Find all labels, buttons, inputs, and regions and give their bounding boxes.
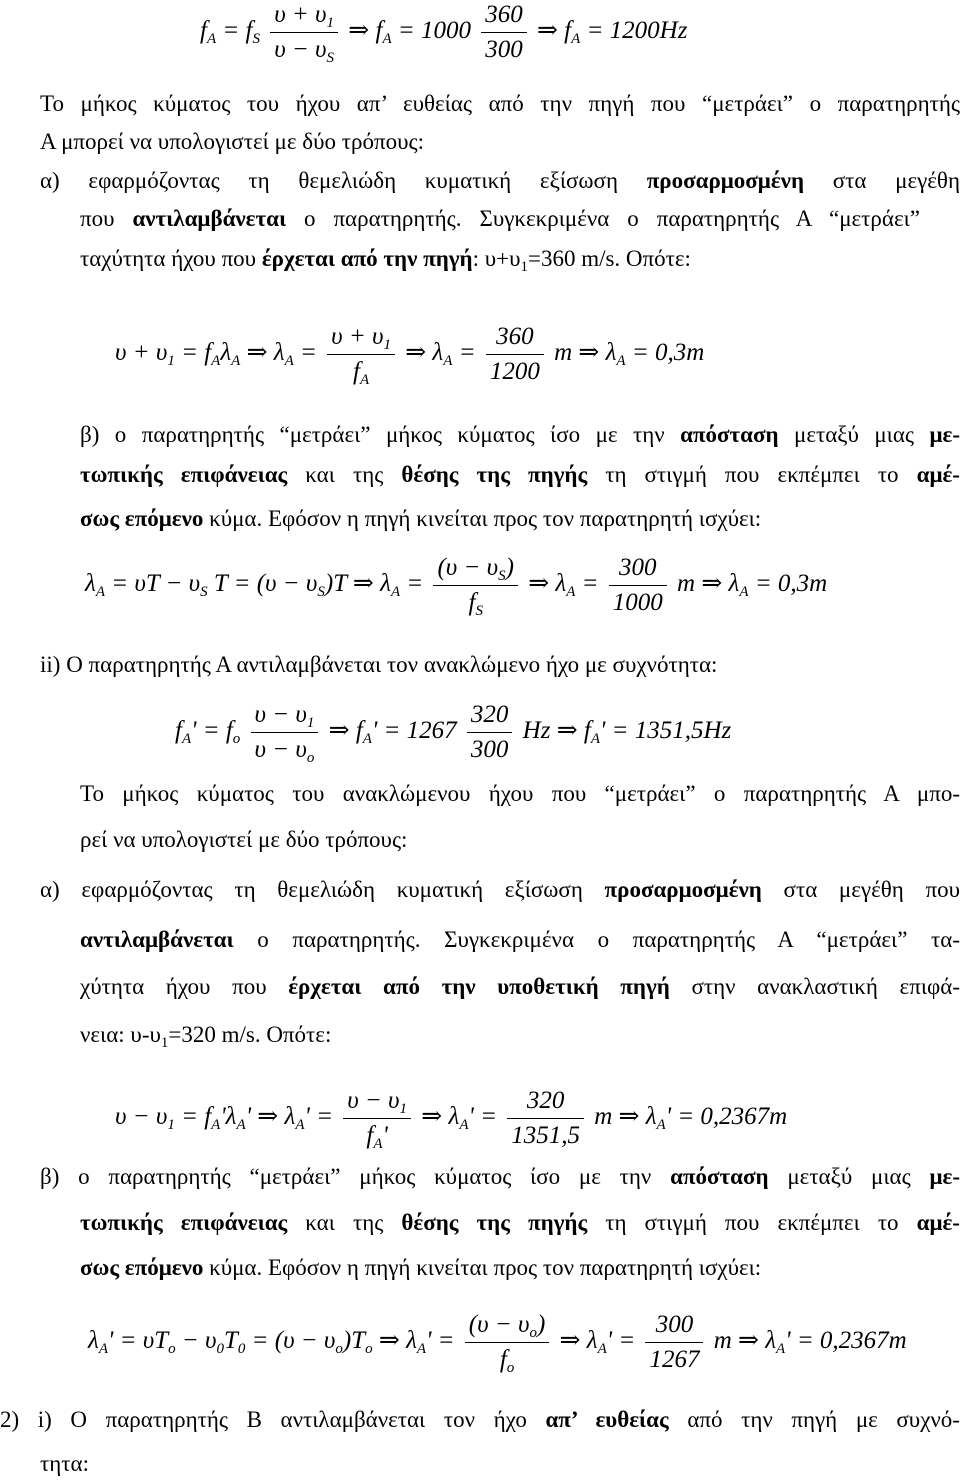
eq-denominator: 300 bbox=[485, 36, 523, 63]
text-span: χύτητα ήχου που bbox=[80, 974, 289, 999]
text-span: νεια: υ-υ bbox=[80, 1022, 161, 1047]
eq-subscript: Α bbox=[459, 1117, 469, 1134]
eq-term: ' = f bbox=[191, 717, 233, 745]
eq-term: ' = υT bbox=[108, 1327, 169, 1355]
bold-text: τωπικής επιφάνειας bbox=[80, 462, 288, 487]
eq-term: υ − υ bbox=[115, 1103, 168, 1131]
eq-denominator: ' bbox=[382, 1122, 388, 1149]
equation-wavelength-distance bbox=[85, 553, 827, 618]
eq-term: ⇒ f bbox=[348, 17, 383, 45]
eq-term: )T ⇒ λ bbox=[324, 570, 391, 598]
eq-denominator: f bbox=[499, 1346, 507, 1373]
eq-denominator: 1267 bbox=[649, 1346, 700, 1373]
text-line bbox=[80, 205, 920, 233]
eq-subscript: Α bbox=[656, 1117, 666, 1134]
subscript: 1 bbox=[520, 259, 528, 275]
eq-subscript: o bbox=[529, 1325, 537, 1341]
eq-numerator: 300 bbox=[609, 553, 667, 586]
eq-denominator: f bbox=[468, 589, 476, 616]
eq-denominator: υ − υ bbox=[254, 736, 307, 763]
eq-denominator: f bbox=[366, 1122, 374, 1149]
eq-subscript: Α bbox=[566, 584, 576, 601]
eq-subscript: S bbox=[498, 568, 506, 584]
eq-numerator: ) bbox=[505, 554, 514, 581]
eq-term: ' = 1267 bbox=[371, 717, 457, 745]
bold-text: αντιλαμβάνεται bbox=[80, 927, 234, 952]
eq-subscript: 0 bbox=[216, 1341, 224, 1358]
eq-subscript: o bbox=[168, 1341, 176, 1358]
text-span: τητα: bbox=[40, 1451, 89, 1476]
text-span: ii) Ο παρατηρητής Α αντιλαμβάνεται τον ανακλώμενο ήχο με συχνότητα: bbox=[40, 652, 718, 677]
eq-term: = 1200Hz bbox=[586, 17, 688, 45]
eq-fraction bbox=[645, 1310, 703, 1375]
text-span: τη στιγμή που εκπέμπει το bbox=[587, 462, 917, 487]
eq-subscript: S bbox=[200, 584, 208, 601]
eq-denominator: υ − υ bbox=[274, 36, 327, 63]
text-span: από την πηγή με συχνό- bbox=[668, 1407, 960, 1432]
eq-term: ' = bbox=[426, 1327, 455, 1355]
eq-subscript: Α bbox=[616, 353, 626, 370]
eq-subscript: S bbox=[252, 31, 260, 48]
eq-subscript: 1 bbox=[167, 1117, 175, 1134]
text-line bbox=[0, 1406, 960, 1434]
eq-subscript: A bbox=[382, 31, 392, 48]
eq-term: = bbox=[458, 339, 476, 367]
eq-term: ' = 0,2367m bbox=[785, 1327, 907, 1355]
eq-numerator: (υ − υ bbox=[437, 554, 499, 581]
eq-numerator: 360 bbox=[486, 322, 544, 355]
eq-term: ⇒ λ bbox=[559, 1327, 598, 1355]
bold-text: αντιλαμβάνεται bbox=[132, 206, 287, 231]
eq-denominator: 1351,5 bbox=[511, 1122, 580, 1149]
eq-term: ⇒ f bbox=[328, 717, 363, 745]
eq-subscript: Α bbox=[373, 1136, 383, 1152]
text-span: στα μεγέθη που bbox=[761, 877, 960, 902]
text-line bbox=[40, 1163, 960, 1191]
eq-term: Hz ⇒ f bbox=[522, 717, 591, 745]
bold-text: έρχεται από την υποθετική πηγή bbox=[288, 974, 670, 999]
bold-text: με- bbox=[929, 422, 960, 447]
eq-subscript: Α bbox=[597, 1341, 607, 1358]
text-span: =360 m/s. Οπότε: bbox=[527, 246, 691, 271]
text-line bbox=[40, 1450, 89, 1478]
eq-term: ⇒ λ bbox=[528, 570, 567, 598]
eq-term: = 0,3m bbox=[754, 570, 828, 598]
eq-numerator: 360 bbox=[481, 0, 527, 33]
eq-term: = f bbox=[222, 17, 253, 45]
eq-denominator: f bbox=[353, 358, 360, 385]
eq-numerator: 300 bbox=[645, 1310, 703, 1343]
eq-fraction bbox=[507, 1086, 584, 1151]
eq-numerator: υ − υ bbox=[254, 701, 307, 728]
eq-term: = (υ − υ bbox=[251, 1327, 336, 1355]
eq-term: = 0,3m bbox=[631, 339, 705, 367]
bold-text: προσαρμοσμένη bbox=[604, 877, 762, 902]
eq-subscript: 1 bbox=[399, 1101, 408, 1117]
eq-term: ⇒ λ bbox=[378, 1327, 417, 1355]
text-span: β) ο παρατηρητής “μετράει” μήκος κύματος ίσο με την bbox=[40, 1164, 671, 1189]
text-line bbox=[80, 245, 691, 273]
eq-subscript: o bbox=[365, 1341, 373, 1358]
eq-numerator: υ + υ bbox=[274, 1, 327, 28]
eq-term: f bbox=[200, 17, 207, 45]
bold-text: θέσης της πηγής bbox=[401, 1210, 588, 1235]
text-span: α) εφαρμόζοντας τη θεμελιώδη κυματική εξίσωση bbox=[40, 877, 605, 902]
text-span: ο παρατηρητής. Συγκεκριμένα ο παρατηρητής Α “μετράει” τα- bbox=[233, 927, 960, 952]
text-line bbox=[80, 1209, 960, 1237]
text-span: =320 m/s. Οπότε: bbox=[168, 1022, 332, 1047]
eq-subscript: o bbox=[506, 1360, 515, 1376]
eq-fraction bbox=[270, 0, 338, 65]
eq-subscript: Α bbox=[211, 1117, 221, 1134]
eq-subscript: 1 bbox=[326, 15, 335, 31]
eq-subscript: Α bbox=[443, 353, 453, 370]
eq-term: m ⇒ λ bbox=[554, 339, 617, 367]
text-span: 2) i) Ο παρατηρητής Β αντιλαμβάνεται τον ήχο bbox=[0, 1407, 546, 1432]
eq-subscript: Α bbox=[362, 731, 372, 748]
eq-term: f bbox=[175, 717, 182, 745]
eq-subscript: S bbox=[317, 584, 325, 601]
text-line bbox=[80, 826, 407, 854]
text-span: στα μεγέθη bbox=[804, 168, 960, 193]
text-line bbox=[40, 651, 717, 679]
text-span: ταχύτητα ήχου που bbox=[80, 246, 262, 271]
eq-subscript: Α bbox=[295, 1117, 305, 1134]
text-span: β) ο παρατηρητής “μετράει” μήκος κύματος ίσο με την bbox=[80, 422, 681, 447]
eq-term: λ bbox=[85, 570, 96, 598]
eq-subscript: 1 bbox=[306, 715, 315, 731]
eq-fraction bbox=[465, 1310, 549, 1375]
eq-term: = bbox=[300, 339, 317, 367]
eq-subscript: 0 bbox=[237, 1341, 246, 1358]
text-line bbox=[80, 1021, 331, 1049]
eq-subscript: S bbox=[326, 50, 335, 66]
bold-text: απόσταση bbox=[680, 422, 779, 447]
eq-denominator: 1000 bbox=[612, 589, 663, 616]
eq-subscript: Α bbox=[98, 1341, 108, 1358]
bold-text: με- bbox=[929, 1164, 960, 1189]
eq-term: = υT − υ bbox=[111, 570, 201, 598]
eq-subscript: Α bbox=[776, 1341, 786, 1358]
text-line bbox=[80, 926, 960, 954]
eq-fraction bbox=[251, 700, 319, 765]
eq-term: ' = bbox=[304, 1103, 333, 1131]
text-line bbox=[80, 461, 960, 489]
text-line bbox=[40, 90, 960, 118]
bold-text: έρχεται από την πηγή bbox=[261, 246, 473, 271]
eq-subscript: 1 bbox=[167, 353, 175, 370]
eq-term: ' = 1351,5Hz bbox=[600, 717, 732, 745]
eq-denominator: 300 bbox=[470, 736, 509, 763]
eq-term: ⇒ λ bbox=[421, 1103, 460, 1131]
eq-term: m ⇒ λ bbox=[713, 1327, 777, 1355]
eq-numerator: υ − υ bbox=[347, 1087, 400, 1114]
eq-term: = bbox=[406, 570, 424, 598]
eq-term: ' = bbox=[468, 1103, 497, 1131]
eq-fraction bbox=[481, 0, 527, 65]
bold-text: αμέ- bbox=[916, 1210, 960, 1235]
text-span: και της bbox=[287, 462, 402, 487]
eq-subscript: o bbox=[335, 1341, 343, 1358]
bold-text: σως επόμενο bbox=[80, 506, 204, 531]
subscript: 1 bbox=[160, 1035, 169, 1051]
eq-term: υ + υ bbox=[115, 339, 168, 367]
bold-text: αμέ- bbox=[916, 462, 960, 487]
eq-term: = bbox=[581, 570, 599, 598]
text-line bbox=[40, 876, 960, 904]
eq-term: λ bbox=[220, 339, 232, 367]
eq-fraction bbox=[433, 553, 517, 618]
eq-numerator: (υ − υ bbox=[468, 1311, 530, 1338]
text-span: Το μήκος κύματος του ανακλώμενου ήχου που “μετράει” ο παρατηρητής Α μπο- bbox=[80, 781, 960, 806]
eq-subscript: Α bbox=[95, 584, 105, 601]
text-line bbox=[80, 780, 960, 808]
eq-fraction bbox=[327, 322, 395, 387]
text-line bbox=[80, 1254, 761, 1282]
eq-term: 'λ bbox=[220, 1103, 237, 1131]
eq-denominator: 1200 bbox=[489, 358, 540, 385]
eq-numerator: 320 bbox=[467, 700, 513, 733]
equation-doppler-reflected bbox=[175, 700, 731, 765]
eq-fraction bbox=[343, 1086, 411, 1151]
eq-subscript: o bbox=[306, 750, 315, 766]
eq-subscript: Α bbox=[284, 353, 294, 370]
text-line bbox=[80, 505, 761, 533]
eq-term: ' = 0,2367m bbox=[665, 1103, 788, 1131]
eq-term: )T bbox=[342, 1327, 366, 1355]
eq-subscript: Α bbox=[739, 584, 749, 601]
eq-subscript: A bbox=[571, 31, 581, 48]
eq-term: m ⇒ λ bbox=[677, 570, 740, 598]
eq-subscript: S bbox=[475, 603, 483, 619]
text-span: α) εφαρμόζοντας τη θεμελιώδη κυματική εξίσωση bbox=[40, 168, 647, 193]
eq-term: ' ⇒ λ bbox=[245, 1103, 296, 1131]
equation-doppler-direct bbox=[200, 0, 687, 65]
eq-fraction bbox=[467, 700, 513, 765]
text-span: Το μήκος κύματος του ήχου απ’ ευθείας από την πηγή που “μετράει” ο παρατηρητής bbox=[40, 91, 960, 116]
eq-numerator: 320 bbox=[507, 1086, 584, 1119]
eq-subscript: o bbox=[232, 731, 241, 748]
eq-term: ⇒ λ bbox=[405, 339, 444, 367]
eq-term: ⇒ f bbox=[536, 17, 572, 45]
bold-text: προσαρμοσμένη bbox=[646, 168, 805, 193]
text-span: μεταξύ μιας bbox=[768, 1164, 930, 1189]
eq-term: = 1000 bbox=[397, 17, 471, 45]
eq-term: T bbox=[223, 1327, 238, 1355]
eq-term: ⇒ λ bbox=[246, 339, 285, 367]
eq-numerator: ) bbox=[536, 1311, 546, 1338]
text-line bbox=[80, 421, 960, 449]
eq-term: ' = bbox=[606, 1327, 636, 1355]
bold-text: απ’ ευθείας bbox=[545, 1407, 669, 1432]
text-span: και της bbox=[287, 1210, 402, 1235]
eq-subscript: Α bbox=[390, 584, 401, 601]
eq-subscript: Α bbox=[236, 1117, 246, 1134]
equation-wavelength-reflected-distance bbox=[88, 1310, 907, 1375]
bold-text: απόσταση bbox=[670, 1164, 769, 1189]
eq-subscript: Α bbox=[231, 353, 241, 370]
equation-wavelength-reflected bbox=[115, 1086, 787, 1151]
eq-term: λ bbox=[88, 1327, 99, 1355]
eq-subscript: Α bbox=[590, 731, 601, 748]
eq-fraction bbox=[486, 322, 544, 387]
eq-term: = f bbox=[181, 1103, 212, 1131]
eq-term: m ⇒ λ bbox=[594, 1103, 657, 1131]
eq-term: = f bbox=[181, 339, 212, 367]
text-span: : υ+υ bbox=[472, 246, 521, 271]
bold-text: θέσης της πηγής bbox=[401, 462, 588, 487]
text-span: που bbox=[80, 206, 133, 231]
text-line bbox=[80, 973, 960, 1001]
text-span: στην ανακλαστική επιφά- bbox=[669, 974, 960, 999]
equation-wavelength-direct bbox=[115, 322, 704, 387]
text-span: κύμα. Εφόσον η πηγή κινείται προς τον παρατηρητή ισχύει: bbox=[203, 506, 762, 531]
text-span: μεταξύ μιας bbox=[778, 422, 930, 447]
eq-term: T = (υ − υ bbox=[213, 570, 318, 598]
eq-numerator: υ + υ bbox=[331, 323, 384, 350]
text-span: ο παρατηρητής. Συγκεκριμένα ο παρατηρητής Α “μετράει” bbox=[286, 206, 921, 231]
text-span: ρεί να υπολογιστεί με δύο τρόπους: bbox=[80, 827, 408, 852]
text-span: τη στιγμή που εκπέμπει το bbox=[587, 1210, 917, 1235]
eq-subscript: A bbox=[206, 31, 217, 48]
eq-subscript: Α bbox=[181, 731, 192, 748]
bold-text: σως επόμενο bbox=[80, 1255, 204, 1280]
eq-fraction bbox=[609, 553, 667, 618]
eq-subscript: Α bbox=[359, 372, 370, 388]
text-line bbox=[40, 167, 960, 195]
text-span: Α μπορεί να υπολογιστεί με δύο τρόπους: bbox=[40, 129, 424, 154]
eq-subscript: Α bbox=[211, 353, 221, 370]
text-span: κύμα. Εφόσον η πηγή κινείται προς τον παρατηρητή ισχύει: bbox=[203, 1255, 762, 1280]
eq-subscript: 1 bbox=[383, 337, 391, 353]
eq-term: − υ bbox=[181, 1327, 217, 1355]
bold-text: τωπικής επιφάνειας bbox=[80, 1210, 288, 1235]
eq-subscript: Α bbox=[416, 1341, 427, 1358]
text-line bbox=[40, 128, 424, 156]
